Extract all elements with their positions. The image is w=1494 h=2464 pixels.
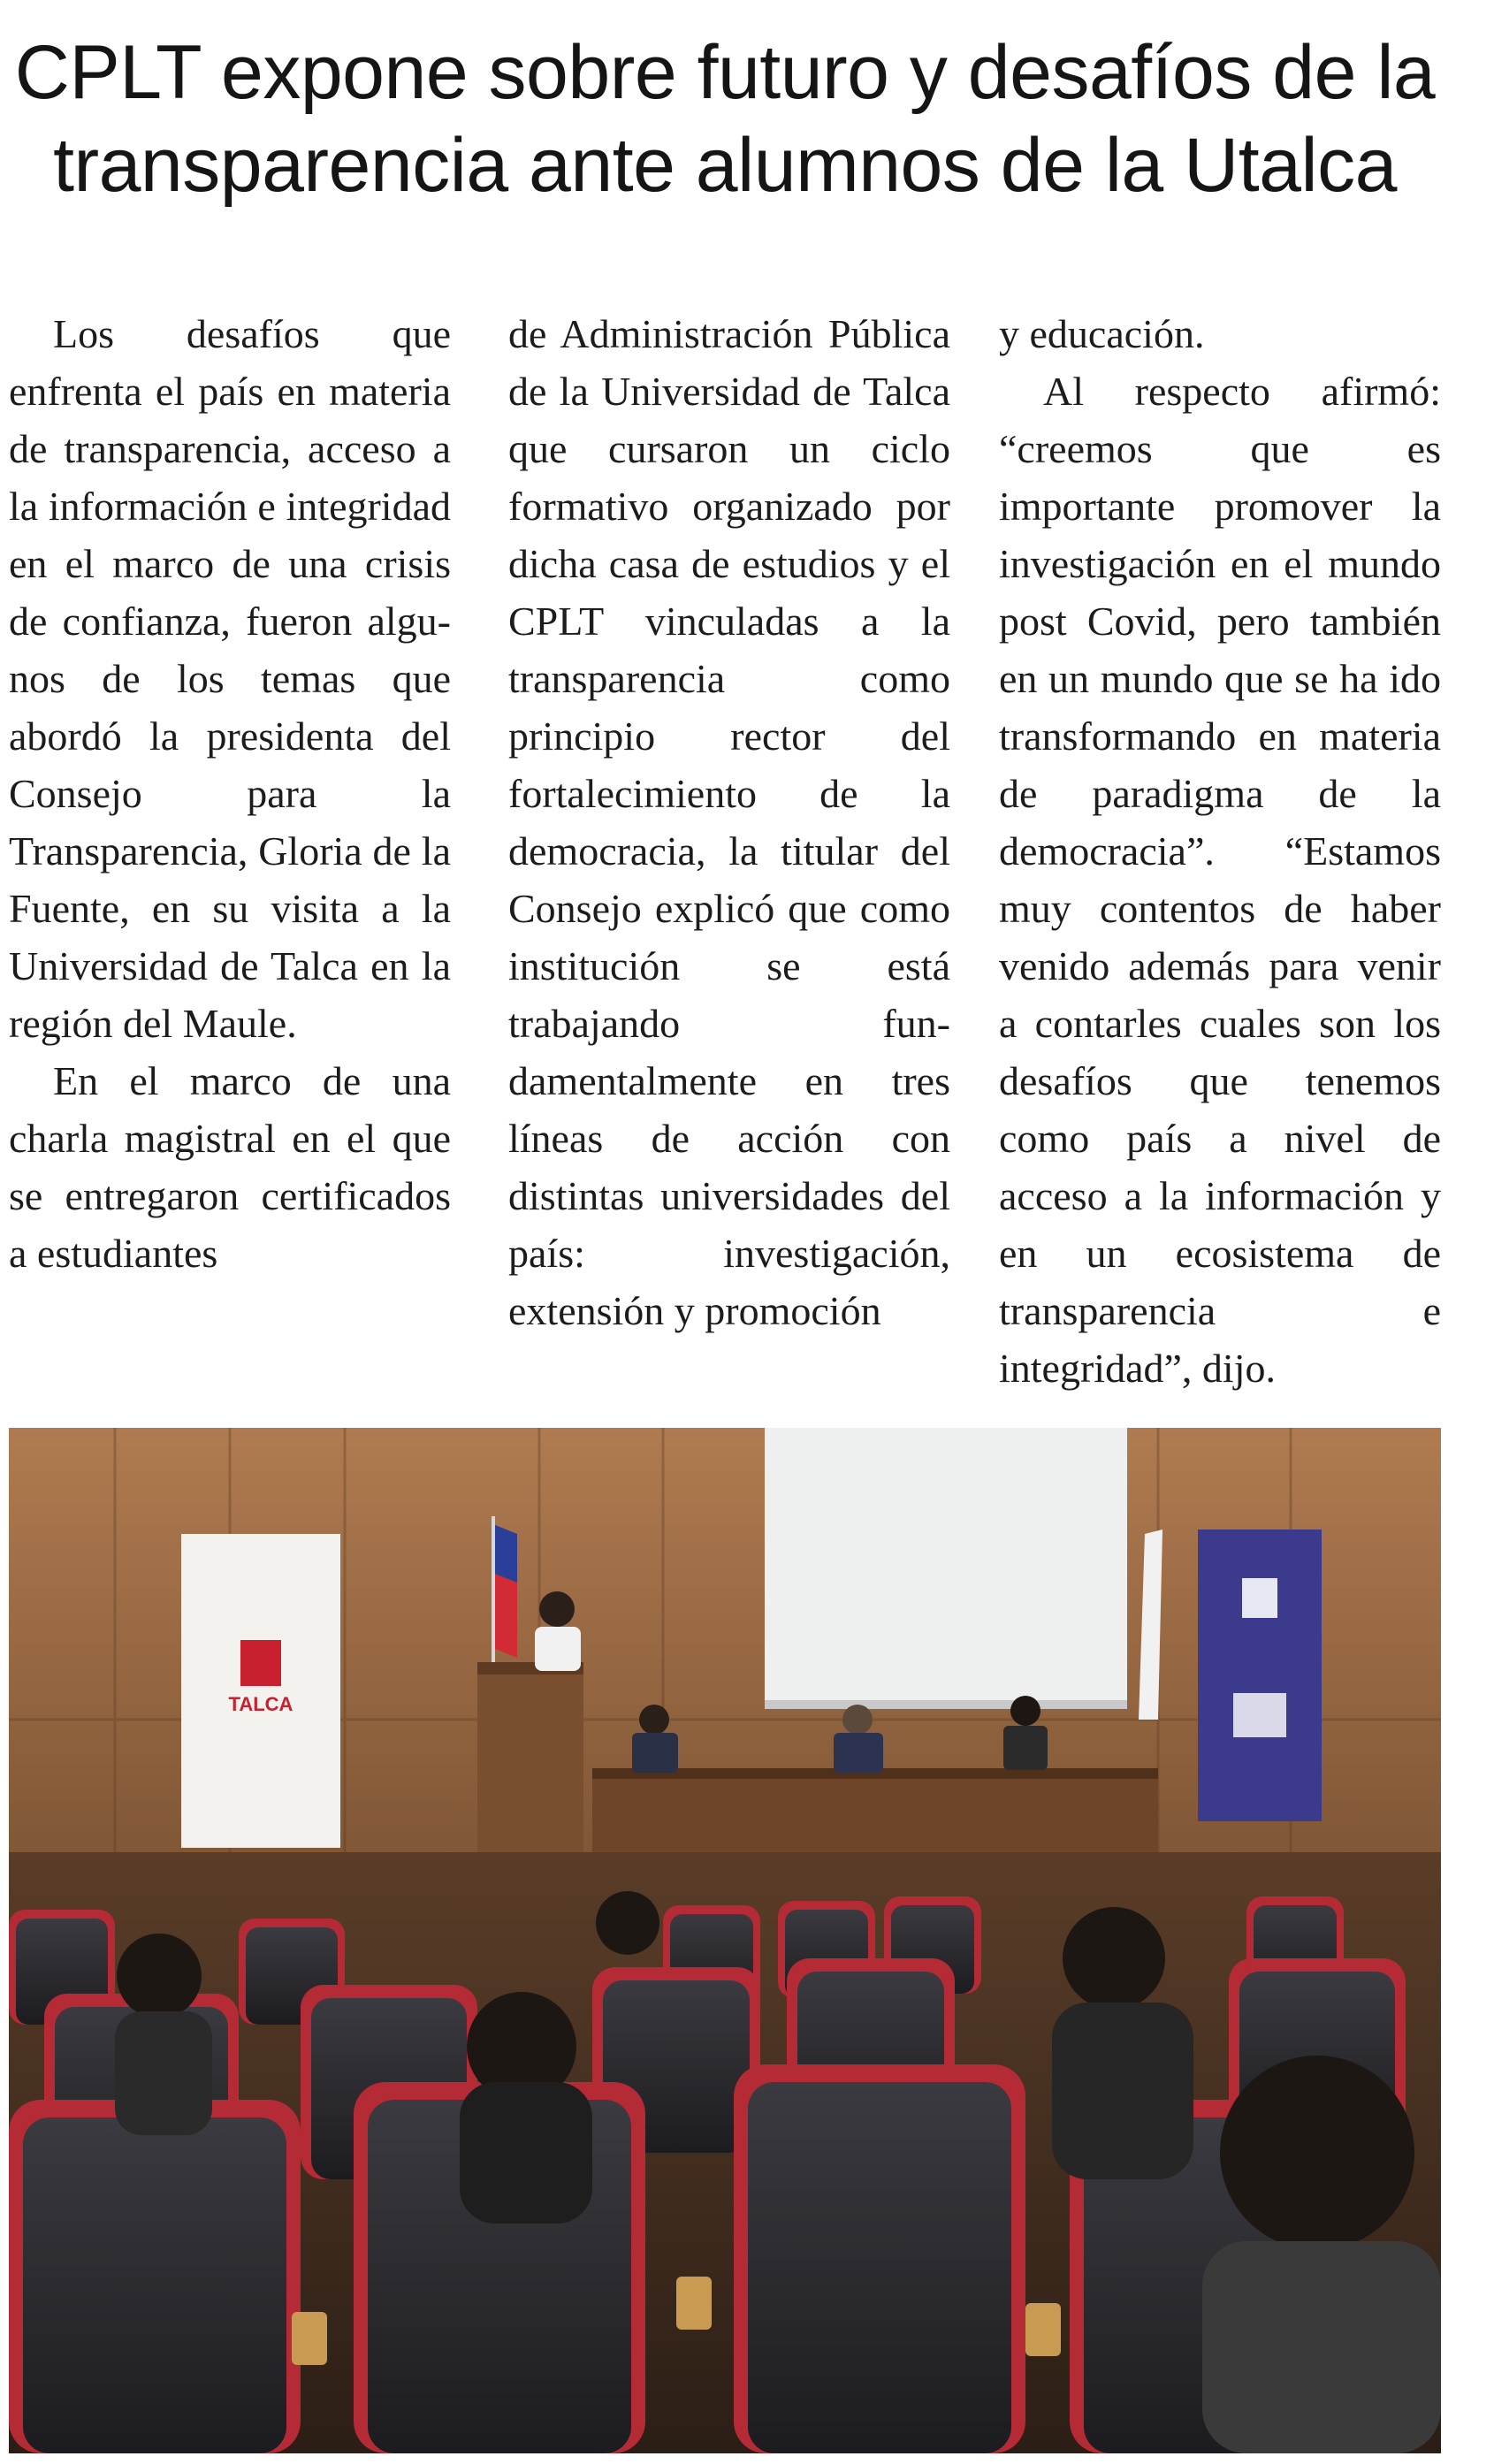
auditorium-photo-illustration [9, 1428, 1441, 2453]
university-banner-right [1198, 1530, 1322, 1821]
banner-logo-text: TALCA [228, 1693, 293, 1715]
article-headline: CPLT expone sobre futuro y desafíos de la transparencia ante alumnos de la Utalca [14, 30, 1436, 208]
university-banner-left [181, 1534, 340, 1848]
paragraph: Al respecto afirmó: “creemos que es importante promover la investigación en el mundo post Covid, pero también en un mundo que se ha ido transformando en materia de paradigma de la democracia”. “Estamos muy contentos de haber venido además para venir a contarles cuales son los desafíos que tenemos como país a nivel de acceso a la información y en un ecosistema de transparencia e integridad”, dijo. [999, 369, 1441, 1391]
paragraph: En el marco de una charla magistral en el que se entregaron certificados a estudiantes [9, 1058, 451, 1276]
article-column-3 [999, 305, 1441, 1401]
projection-screen [765, 1428, 1127, 1706]
paragraph: y educación. [999, 311, 1205, 356]
paragraph: Los desafíos que enfrenta el país en materia de transparencia, acceso a la información e integridad en el marco de una crisis de confianza, fueron algunos de los temas que abordó la presidenta del Consejo para la Transparencia, Gloria de la Fuente, en su visita a la Universidad de Talca en la región del Maule. [9, 311, 451, 1046]
university-logo [240, 1640, 281, 1686]
paragraph: de Administración Pública de la Universidad de Talca que cursaron un ciclo formativo organizado por dicha casa de estudios y el CPLT vinculadas a la transparencia como principio rector del fortalecimiento de la democracia, la titular del Consejo explicó que como institución se está trabajando fundamentalmente en tres líneas de acción con distintas universidades del país: investigación, extensión y promoción [508, 311, 950, 1333]
event-photo [9, 1428, 1441, 2453]
article-body [9, 305, 1441, 1401]
article-column-1 [9, 305, 451, 1401]
article-column-2 [508, 305, 950, 1401]
podium [477, 1662, 583, 1861]
